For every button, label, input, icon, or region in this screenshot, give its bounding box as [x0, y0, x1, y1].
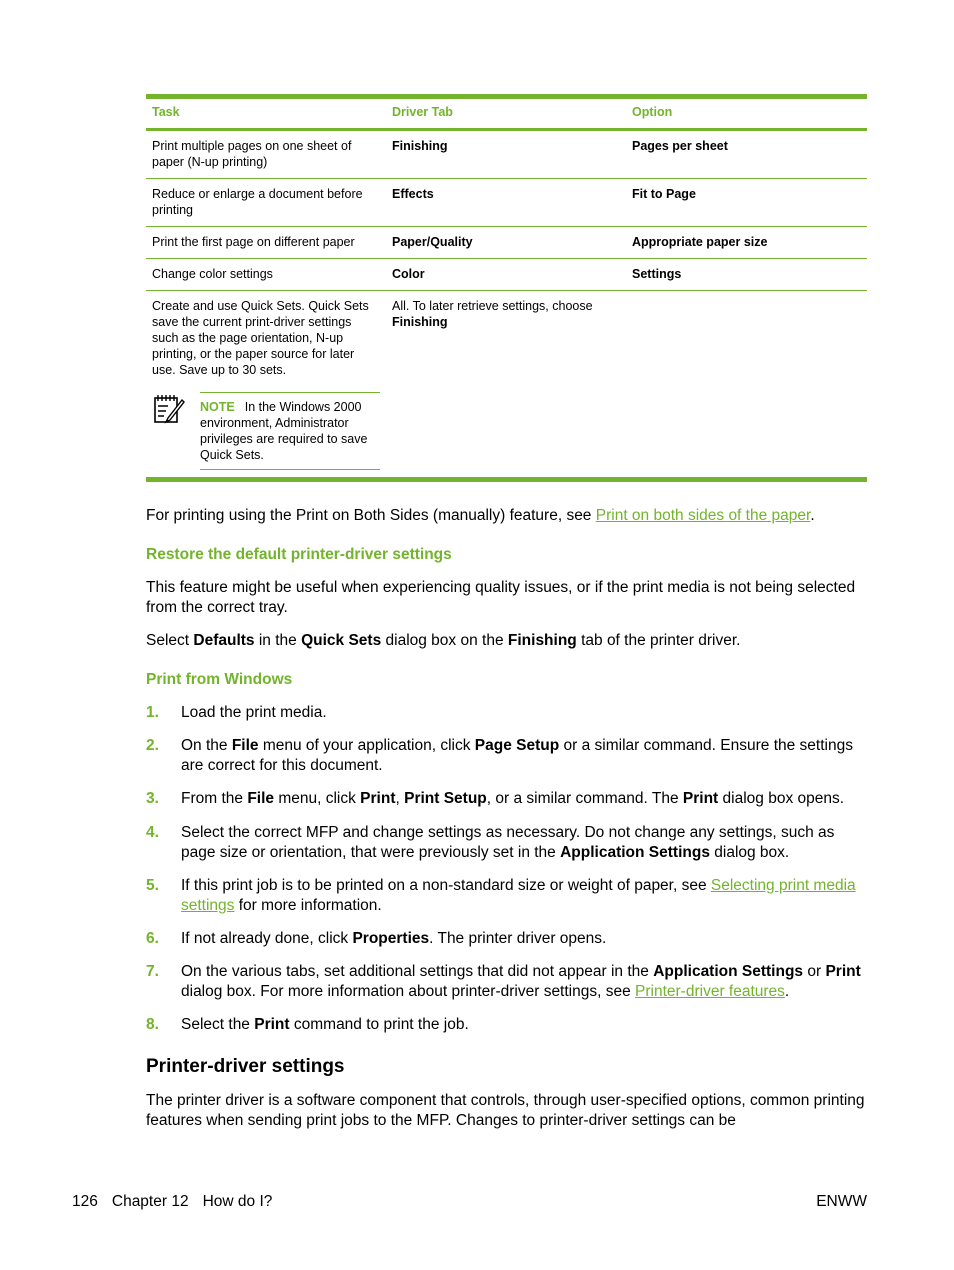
- footer-right: ENWW: [816, 1193, 867, 1210]
- cell-task: [146, 291, 386, 477]
- heading-print-from-windows: Print from Windows: [146, 671, 293, 688]
- duplex-text: For printing using the Print on Both Sides (manually) feature, see: [146, 507, 596, 524]
- header-task: Task: [152, 105, 180, 119]
- note-text: [200, 392, 380, 470]
- bold-defaults: Defaults: [193, 632, 255, 649]
- list-item: [146, 789, 868, 809]
- text: in the: [254, 632, 302, 649]
- table-row: [146, 259, 867, 291]
- cell-tab: Paper/Quality: [392, 235, 473, 249]
- note-label: NOTE: [200, 400, 235, 414]
- footer-left: [72, 1193, 286, 1211]
- restore-paragraph-1: This feature might be useful when experiencing quality issues, or if the print media is not being selected from the correct tray.: [146, 579, 856, 616]
- list-item: [146, 823, 868, 862]
- cell-tab: [386, 291, 626, 477]
- list-item: [146, 962, 868, 1001]
- note-content: In the Windows 2000 environment, Administrator privileges are required to save Quick Sets.: [200, 400, 368, 462]
- footer-chapter: Chapter 12: [111, 1193, 189, 1210]
- link-printer-driver-features[interactable]: Printer-driver features: [635, 982, 785, 1000]
- text: tab of the printer driver.: [576, 632, 741, 649]
- step-text: On the File menu of your application, click Page Setup or a similar command. Ensure the settings are correct for this document.: [181, 737, 853, 774]
- step-text: Load the print media.: [181, 704, 327, 721]
- table-row: [146, 131, 867, 179]
- cell-task: Print multiple pages on one sheet of paper (N-up printing): [152, 139, 352, 169]
- list-item: [146, 703, 868, 723]
- step-text: From the File menu, click Print, Print Setup, or a similar command. The Print dialog box opens.: [181, 790, 845, 807]
- bold-finishing: Finishing: [507, 632, 577, 649]
- step-number: 5.: [146, 877, 159, 894]
- step-number: 1.: [146, 704, 159, 721]
- header-driver-tab: Driver Tab: [392, 105, 453, 119]
- table-row-quicksets: [146, 291, 867, 477]
- cell-tab: Finishing: [392, 139, 448, 153]
- driver-settings-paragraph: The printer driver is a software component that controls, through user-specified options, common printing features when sending print jobs to the MFP. Changes to printer-driver settings can be: [146, 1092, 865, 1129]
- step-number: 8.: [146, 1016, 159, 1033]
- list-item: [146, 876, 868, 915]
- duplex-end: .: [810, 507, 815, 524]
- cell-option: Appropriate paper size: [632, 235, 768, 249]
- cell-option: Fit to Page: [632, 187, 696, 201]
- cell-option: [626, 291, 867, 477]
- duplex-paragraph: [146, 506, 868, 526]
- quicksets-tab-prefix: All. To later retrieve settings, choose: [392, 299, 593, 313]
- text: dialog box on the: [381, 632, 508, 649]
- cell-task: Print the first page on different paper: [152, 235, 355, 249]
- cell-tab: Effects: [392, 187, 434, 201]
- bold-quick-sets: Quick Sets: [301, 632, 382, 649]
- table-header: [146, 99, 867, 131]
- cell-task: Change color settings: [152, 267, 273, 281]
- step-text: If not already done, click Properties. The printer driver opens.: [181, 930, 607, 947]
- quicksets-tab-bold: Finishing: [392, 315, 448, 329]
- step-text: On the various tabs, set additional settings that did not appear in the Application Settings or Print dialog box. For more information about printer-driver settings, see Printer-driver features.: [181, 963, 861, 1000]
- page-number: 126: [72, 1193, 98, 1210]
- page-footer: [72, 1193, 867, 1211]
- list-item: [146, 1015, 868, 1035]
- list-item: [146, 929, 868, 949]
- text: Select: [146, 632, 194, 649]
- step-text: If this print job is to be printed on a non-standard size or weight of paper, see Selecting print media settings for more information.: [181, 877, 856, 914]
- table-row: [146, 227, 867, 259]
- restore-paragraph-2: [146, 631, 868, 651]
- note-pad-icon: [152, 392, 200, 432]
- step-number: 6.: [146, 930, 159, 947]
- note-box: [152, 392, 380, 470]
- cell-tab: Color: [392, 267, 425, 281]
- list-item: [146, 736, 868, 775]
- step-text: Select the correct MFP and change settings as necessary. Do not change any settings, such as page size or orientation, that were previously set in the Application Settings dialog box.: [181, 824, 835, 861]
- step-number: 4.: [146, 824, 159, 841]
- table-row: [146, 179, 867, 227]
- step-number: 7.: [146, 963, 159, 980]
- heading-printer-driver-settings: Printer-driver settings: [146, 1056, 345, 1077]
- step-text: Select the Print command to print the job.: [181, 1016, 469, 1033]
- header-option: Option: [632, 105, 673, 119]
- quicksets-task-text: Create and use Quick Sets. Quick Sets save the current print-driver settings such as the page orientation, N-up printing, or the paper source for later use. Save up to 30 sets.: [152, 299, 369, 377]
- table-bottom-rule: [146, 477, 867, 482]
- footer-title: How do I?: [202, 1193, 273, 1210]
- cell-option: Pages per sheet: [632, 139, 728, 153]
- options-table: [146, 94, 867, 482]
- step-number: 2.: [146, 737, 159, 754]
- cell-option: Settings: [632, 267, 682, 281]
- link-selecting-print-media-settings[interactable]: Selecting print media settings: [181, 877, 856, 914]
- cell-task: Reduce or enlarge a document before printing: [152, 187, 363, 217]
- link-print-both-sides[interactable]: Print on both sides of the paper: [595, 507, 811, 524]
- step-number: 3.: [146, 790, 159, 807]
- heading-restore-defaults: Restore the default printer-driver settings: [146, 546, 452, 563]
